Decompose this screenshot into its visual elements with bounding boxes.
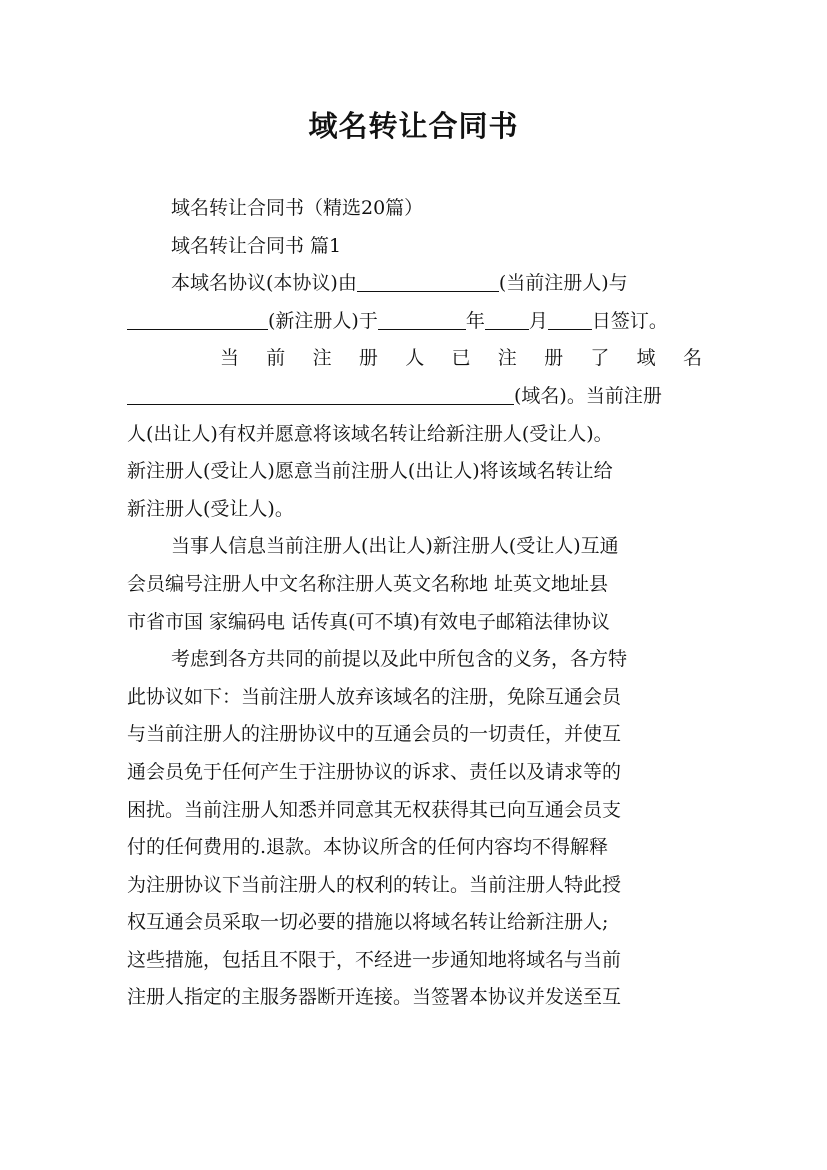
- paragraph-line: 付的任何费用的.退款。本协议所含的任何内容均不得解释: [127, 836, 609, 859]
- document-title: 域名转让合同书: [308, 109, 519, 143]
- paragraph-line: 为注册协议下当前注册人的权利的转让。当前注册人特此授: [127, 873, 622, 896]
- blank-new-registrant: [127, 307, 268, 330]
- paragraph-line: 新注册人(受让人)愿意当前注册人(出让人)将该域名转让给: [127, 460, 613, 483]
- paragraph-line: 权互通会员采取一切必要的措施以将域名转让给新注册人;: [127, 911, 609, 934]
- char: 当: [220, 347, 240, 370]
- blank-year: [378, 307, 466, 330]
- paragraph-line: 与当前注册人的注册协议中的互通会员的一切责任，并使互: [127, 723, 622, 746]
- blank-month: [485, 307, 529, 330]
- blank-domain: [127, 382, 514, 405]
- paragraph-line: 当事人信息当前注册人(出让人)新注册人(受让人)互通: [171, 535, 619, 558]
- paragraph-line: [127, 378, 702, 416]
- paragraph-line: 会员编号注册人中文名称注册人英文名称地 址英文地址县: [127, 572, 609, 595]
- subtitle-line: 域名转让合同书（精选20篇）: [171, 197, 424, 219]
- char: 了: [590, 347, 610, 370]
- blank-day: [548, 307, 592, 330]
- text-run: 月: [528, 309, 548, 332]
- char: 域: [636, 347, 656, 370]
- paragraph-line: 注册人指定的主服务器断开连接。当签署本协议并发送至互: [127, 986, 622, 1009]
- section-heading: 域名转让合同书 篇1: [171, 234, 342, 257]
- char: 人: [405, 347, 425, 370]
- text-run: (域名)。当前注册: [514, 384, 662, 407]
- document-body: [127, 190, 702, 1017]
- paragraph-line: 通会员免于任何产生于注册协议的诉求、责任以及请求等的: [127, 760, 622, 783]
- paragraph-line: 此协议如下：当前注册人放弃该域名的注册，免除互通会员: [127, 685, 622, 708]
- text-run: (当前注册人)与: [498, 272, 628, 295]
- paragraph-line: 困扰。当前注册人知悉并同意其无权获得其已向互通会员支: [127, 798, 622, 821]
- char: 注: [497, 347, 517, 370]
- char: 前: [266, 347, 286, 370]
- char: 已: [451, 347, 471, 370]
- paragraph-line: [127, 265, 702, 303]
- paragraph-line: 人(出让人)有权并愿意将该域名转让给新注册人(受让人)。: [127, 422, 613, 445]
- paragraph-line: 这些措施，包括且不限于，不经进一步通知地将域名与当前: [127, 948, 622, 971]
- char: 册: [544, 347, 564, 370]
- text-run: 日签订。: [591, 309, 668, 332]
- text-run: 年: [465, 309, 485, 332]
- paragraph-line: 市省市国 家编码电 话传真(可不填)有效电子邮箱法律协议: [127, 610, 610, 633]
- text-run: (新注册人)于: [268, 309, 378, 332]
- paragraph-line-justified: [127, 340, 702, 378]
- char: 册: [358, 347, 378, 370]
- char: 注: [312, 347, 332, 370]
- paragraph-line: 考虑到各方共同的前提以及此中所包含的义务，各方特: [171, 648, 628, 671]
- paragraph-line: [127, 303, 702, 341]
- char: 名: [682, 347, 702, 370]
- text-run: 本域名协议(本协议)由: [171, 272, 357, 295]
- blank-current-registrant: [357, 269, 499, 292]
- paragraph-line: 新注册人(受让人)。: [127, 497, 294, 520]
